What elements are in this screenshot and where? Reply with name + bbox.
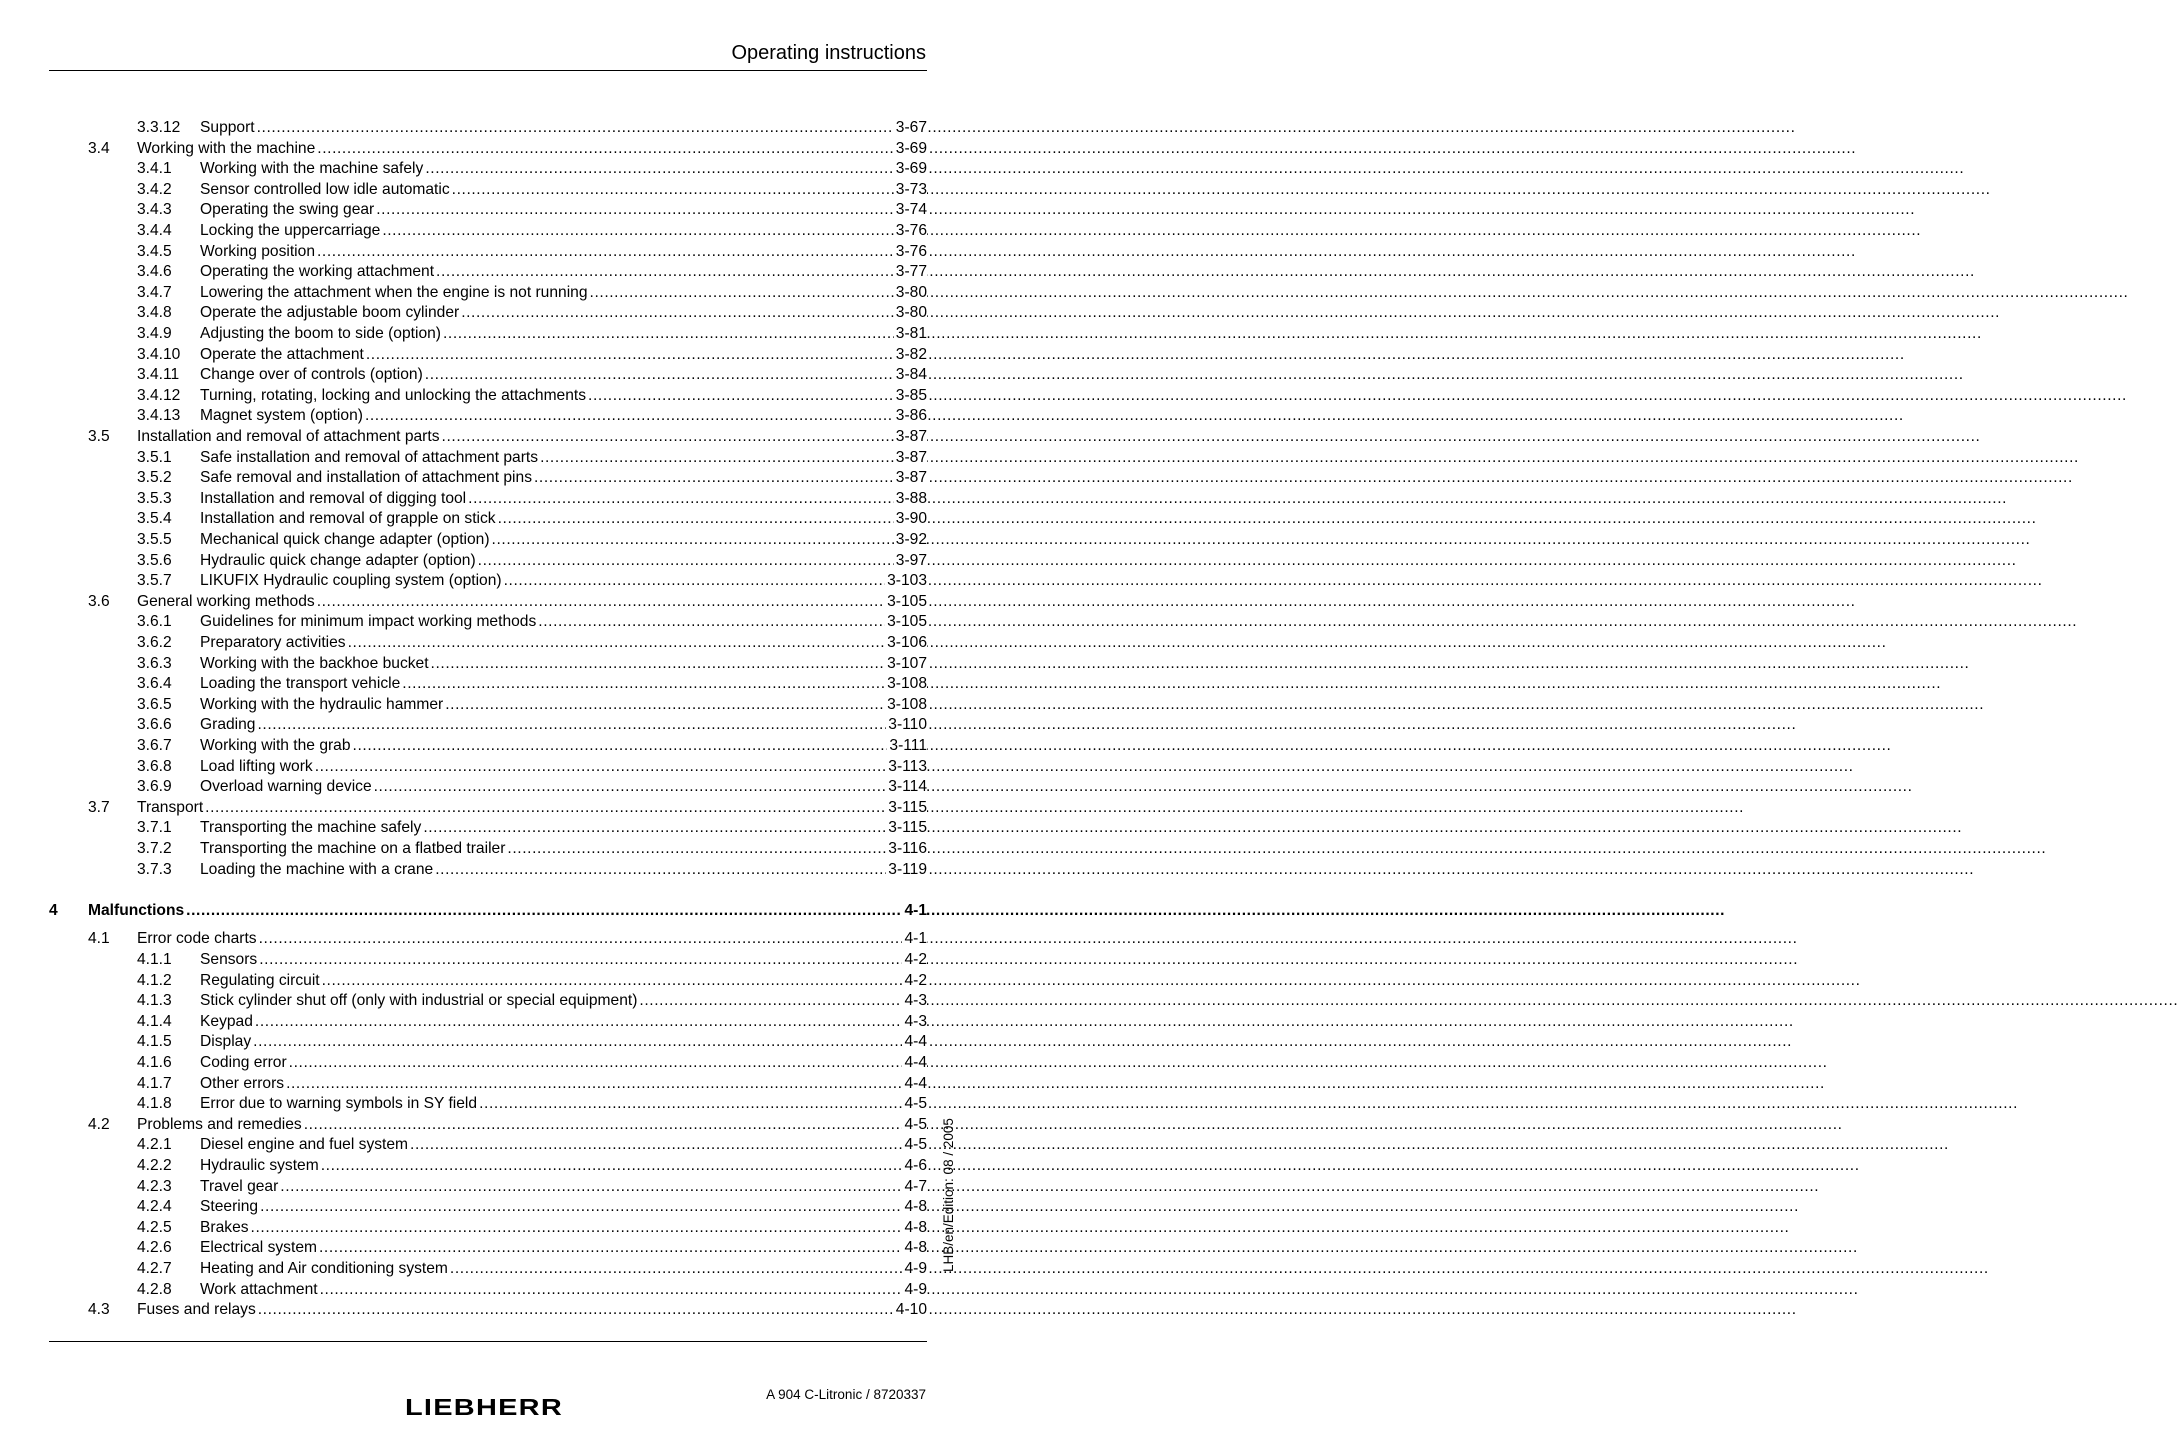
toc-row[interactable]: [137, 1177, 927, 1197]
toc-page-number: 4-9: [904, 1260, 927, 1277]
toc-title: Diesel engine and fuel system: [200, 1136, 409, 1154]
toc-number: 3.5.3: [137, 489, 172, 507]
toc-row[interactable]: [137, 365, 927, 385]
toc-row[interactable]: [137, 345, 927, 365]
toc-leader-dots: [479, 1094, 902, 1114]
toc-leader-dots: [461, 303, 894, 323]
toc-row[interactable]: [137, 180, 927, 200]
toc-leader-dots: [186, 901, 902, 921]
toc-title: Adjusting the boom to side (option): [200, 325, 441, 342]
toc-number: 3.4.13: [137, 407, 181, 425]
toc-page-number: 3-113: [888, 757, 927, 775]
toc-number: 4.2: [88, 1115, 110, 1133]
toc-page-number: 3-111: [889, 737, 927, 754]
toc-number: 4.2.7: [137, 1260, 172, 1277]
toc-leader-dots: [402, 674, 885, 694]
toc-title: Problems and remedies: [137, 1115, 302, 1133]
toc-row[interactable]: [137, 1218, 927, 1238]
toc-leader-dots: [498, 509, 894, 529]
toc-leader-dots: [366, 345, 894, 365]
toc-row[interactable]: [137, 386, 927, 406]
toc-row[interactable]: [137, 991, 927, 1011]
toc-title: General working methods: [137, 592, 315, 610]
toc-number: 3.4.11: [137, 366, 180, 384]
toc-number: 3.7.3: [137, 860, 172, 878]
toc-row[interactable]: [137, 200, 927, 220]
toc-number: 3.4.10: [137, 345, 181, 363]
toc-leader-dots: [382, 221, 893, 241]
toc-title: Preparatory activities: [200, 634, 346, 651]
toc-leader-dots: [257, 715, 886, 735]
toc-row[interactable]: [137, 950, 927, 970]
toc-title: Electrical system: [200, 1239, 317, 1257]
toc-title: Keypad: [200, 1012, 253, 1030]
toc-page-number: 4-4: [904, 1054, 927, 1071]
toc-title: Working with the grab: [200, 737, 351, 754]
toc-leader-dots: [280, 1177, 902, 1197]
toc-number: 3.4.7: [137, 283, 172, 301]
toc-number: 3.4.6: [137, 263, 172, 281]
toc-page-number: 4-1: [904, 930, 927, 948]
toc-page-number: 4-10: [895, 1301, 927, 1319]
toc-number: 3.6.9: [137, 778, 172, 796]
toc-title: Operating the working attachment: [200, 263, 435, 281]
toc-number: 4.1.5: [137, 1033, 172, 1051]
toc-number: 4.1.6: [137, 1054, 172, 1071]
toc-leader-dots: [286, 1074, 902, 1094]
toc-number: 3.7: [88, 798, 110, 816]
toc-title: Working with the machine: [137, 139, 316, 157]
toc-page-number: 3-108: [887, 695, 927, 713]
toc-number: 3.4.8: [137, 304, 172, 322]
toc-row[interactable]: [137, 633, 927, 653]
toc-page-number: 3-80: [895, 283, 927, 301]
toc-leader-dots: [425, 365, 894, 385]
toc-leader-dots: [317, 592, 885, 612]
toc-page-number: 3-80: [895, 304, 927, 322]
toc-page-number: 4-2: [904, 951, 927, 968]
toc-number: 3.3.12: [137, 119, 181, 136]
toc-leader-dots: [320, 1280, 903, 1300]
header-rule: [49, 70, 927, 71]
toc-leader-dots: [538, 612, 885, 632]
toc-title: Display: [200, 1033, 252, 1051]
toc-page-number: 4-1: [904, 901, 927, 919]
toc-page-number: 4-9: [904, 1280, 927, 1298]
toc-number: 3.6.5: [137, 695, 172, 713]
toc-page-number: 3-86: [895, 407, 927, 425]
toc-leader-dots: [374, 777, 887, 797]
toc-row[interactable]: [88, 929, 927, 949]
toc-title: Change over of controls (option): [200, 366, 423, 384]
liebherr-logo: [403, 1396, 565, 1423]
toc-row[interactable]: [88, 427, 927, 447]
toc-page-number: 3-73: [895, 180, 927, 198]
toc-title: Travel gear: [200, 1177, 279, 1195]
toc-page-number: 4-8: [904, 1218, 927, 1236]
toc-number: 3.6.1: [137, 613, 172, 631]
toc-title: Malfunctions: [88, 901, 185, 919]
toc-row[interactable]: [137, 736, 927, 756]
toc-title: Other errors: [200, 1074, 285, 1092]
toc-page-number: 3-90: [895, 510, 927, 528]
toc-leader-dots: [348, 633, 886, 653]
toc-page-number: 3-115: [888, 819, 927, 837]
toc-row[interactable]: [137, 674, 927, 694]
toc-number: 3.4.12: [137, 386, 181, 404]
toc-row[interactable]: [137, 468, 927, 488]
toc-page-number: 3-74: [895, 201, 927, 219]
toc-number: 4.1.7: [137, 1074, 172, 1092]
toc-number: 3.5.1: [137, 448, 172, 466]
toc-number: 3.5.4: [137, 510, 172, 528]
toc-leader-dots: [423, 818, 886, 838]
toc-page-number: 3-84: [895, 366, 927, 384]
toc-number: 3.7.2: [137, 840, 172, 857]
toc-row[interactable]: [137, 1156, 927, 1176]
toc-number: 4.2.4: [137, 1198, 172, 1216]
toc-row[interactable]: [137, 818, 927, 838]
toc-number: 3.6.8: [137, 757, 172, 775]
toc-title: Installation and removal of digging tool: [200, 489, 467, 507]
toc-leader-dots: [540, 448, 894, 468]
toc-title: Sensor controlled low idle automatic: [200, 180, 450, 198]
toc-number: 3.6: [88, 592, 110, 610]
toc-row[interactable]: [137, 571, 927, 591]
toc-page-number: 4-4: [904, 1033, 927, 1051]
toc-title: Stick cylinder shut off (only with industrial or special equipment): [200, 992, 638, 1010]
toc-page-number: 4-4: [904, 1074, 927, 1092]
toc-page-number: 3-85: [895, 386, 927, 404]
toc-row[interactable]: [137, 1094, 927, 1114]
toc-number: 3.6.6: [137, 716, 172, 734]
toc-row[interactable]: [137, 1197, 927, 1217]
toc-number: 4.2.1: [137, 1136, 172, 1154]
toc-leader-dots: [436, 262, 894, 282]
toc-page-number: 3-77: [895, 263, 927, 281]
toc-page-number: 4-5: [904, 1136, 927, 1154]
toc-row[interactable]: [137, 324, 927, 344]
toc-title: Lowering the attachment when the engine is not running: [200, 283, 588, 301]
toc-title: Transport: [137, 798, 204, 816]
toc-title: Safe removal and installation of attachment pins: [200, 469, 532, 487]
toc-page-number: 3-107: [887, 654, 927, 672]
toc-leader-dots: [259, 929, 903, 949]
footer-rule: [49, 1341, 927, 1342]
toc-number: 3.7.1: [137, 819, 172, 837]
toc-row[interactable]: [137, 1238, 927, 1258]
toc-title: Coding error: [200, 1054, 287, 1071]
toc-page-number: 3-76: [895, 222, 927, 239]
toc-page-number: 3-116: [888, 840, 927, 857]
toc-leader-dots: [322, 971, 903, 991]
toc-page-number: 3-97: [895, 551, 927, 569]
toc-row[interactable]: [137, 283, 927, 303]
toc-page-number: 3-82: [895, 345, 927, 363]
toc-leader-dots: [443, 324, 894, 344]
toc-page-number: 3-119: [888, 860, 927, 878]
toc-row[interactable]: [137, 654, 927, 674]
toc-row[interactable]: [137, 530, 927, 550]
toc-number: 4.1.3: [137, 992, 172, 1010]
toc-number: 4: [49, 901, 58, 919]
toc-number: 3.5.6: [137, 551, 172, 569]
toc-leader-dots: [304, 1115, 903, 1135]
toc-row[interactable]: [137, 303, 927, 323]
toc-title: Working with the hydraulic hammer: [200, 695, 444, 713]
toc-title: Safe installation and removal of attachment parts: [200, 448, 539, 466]
toc-leader-dots: [507, 839, 886, 859]
toc-row[interactable]: [137, 489, 927, 509]
toc-row[interactable]: [137, 839, 927, 859]
toc-row[interactable]: [137, 695, 927, 715]
toc-number: 3.5.5: [137, 531, 172, 548]
toc-title: Error due to warning symbols in SY field: [200, 1095, 478, 1113]
toc-page-number: 4-3: [904, 992, 927, 1010]
toc-page-number: 3-114: [888, 778, 927, 796]
toc-number: 4.2.5: [137, 1218, 172, 1236]
toc-row[interactable]: [137, 509, 927, 529]
toc-number: 4.2.3: [137, 1177, 172, 1195]
toc-leader-dots: [321, 1156, 903, 1176]
toc-leader-dots: [257, 118, 894, 138]
toc-page-number: 3-110: [888, 716, 927, 734]
toc-page-number: 3-87: [895, 448, 927, 466]
toc-row[interactable]: [137, 715, 927, 735]
toc-page-number: 3-103: [887, 572, 927, 590]
toc-row[interactable]: [137, 860, 927, 880]
toc-leader-dots: [425, 159, 893, 179]
toc-row[interactable]: [137, 221, 927, 241]
toc-row[interactable]: [88, 592, 927, 612]
toc-page-number: 3-67: [895, 119, 927, 136]
toc-page-number: 3-69: [895, 160, 927, 178]
toc-title: Operating the swing gear: [200, 201, 375, 219]
toc-page-number: 3-115: [888, 798, 927, 816]
toc-page-number: 4-8: [904, 1239, 927, 1257]
toc-title: Heating and Air conditioning system: [200, 1260, 448, 1277]
toc-leader-dots: [260, 1197, 902, 1217]
toc-title: Transporting the machine on a flatbed trailer: [200, 840, 506, 857]
toc-title: LIKUFIX Hydraulic coupling system (option): [200, 572, 502, 590]
toc-number: 4.1.4: [137, 1012, 172, 1030]
toc-row[interactable]: [137, 1135, 927, 1155]
toc-title: Operate the adjustable boom cylinder: [200, 304, 460, 322]
toc-number: 3.4.5: [137, 242, 172, 260]
toc-row[interactable]: [137, 1032, 927, 1052]
toc-page-number: 4-5: [904, 1115, 927, 1133]
toc-page-number: 4-5: [904, 1095, 927, 1113]
toc-title: Operate the attachment: [200, 345, 364, 363]
toc-page-number: 4-3: [904, 1012, 927, 1030]
toc-title: Error code charts: [137, 930, 257, 948]
toc-title: Working position: [200, 242, 315, 260]
toc-row[interactable]: [137, 551, 927, 571]
toc-leader-dots: [445, 695, 885, 715]
toc-leader-dots: [478, 551, 894, 571]
toc-leader-dots: [534, 468, 894, 488]
toc-leader-dots: [492, 530, 894, 550]
toc-number: 3.4.1: [137, 160, 172, 178]
toc-number: 3.4.2: [137, 180, 172, 198]
toc-page-number: 3-105: [887, 613, 927, 631]
toc-title: Brakes: [200, 1218, 249, 1236]
toc-leader-dots: [590, 283, 894, 303]
toc-number: 4.1.8: [137, 1095, 172, 1113]
toc-leader-dots: [376, 200, 894, 220]
toc-page-number: 3-88: [895, 489, 927, 507]
toc-leader-dots: [205, 798, 886, 818]
toc-row[interactable]: [49, 901, 927, 921]
toc-title: Transporting the machine safely: [200, 819, 422, 837]
toc-number: 3.6.2: [137, 634, 172, 651]
toc-leader-dots: [317, 139, 894, 159]
toc-page-number: 3-105: [887, 592, 927, 610]
toc-row[interactable]: [88, 798, 927, 818]
toc-row[interactable]: [137, 1053, 927, 1073]
toc-title: Installation and removal of grapple on stick: [200, 510, 496, 528]
toc-leader-dots: [259, 950, 902, 970]
toc-number: 4.3: [88, 1301, 110, 1319]
toc-leader-dots: [258, 1300, 894, 1320]
toc-leader-dots: [289, 1053, 903, 1073]
toc-number: 4.2.2: [137, 1157, 172, 1174]
toc-leader-dots: [251, 1218, 903, 1238]
toc-page-number: 4-6: [904, 1157, 927, 1174]
toc-row[interactable]: [137, 118, 927, 138]
toc-page-number: 3-69: [895, 139, 927, 157]
toc-leader-dots: [255, 1012, 903, 1032]
toc-row[interactable]: [137, 612, 927, 632]
toc-title: Sensors: [200, 951, 258, 968]
toc-page-number: 3-87: [895, 428, 927, 445]
toc-page-number: 3-106: [887, 634, 927, 651]
toc-leader-dots: [435, 860, 886, 880]
toc-page-number: 3-87: [895, 469, 927, 487]
toc-number: 4.1.1: [137, 951, 172, 968]
toc-title: Mechanical quick change adapter (option): [200, 531, 490, 548]
toc-leader-dots: [504, 571, 886, 591]
toc-number: 3.5.7: [137, 572, 172, 590]
toc-page-number: 3-92: [895, 531, 927, 548]
toc-title: Overload warning device: [200, 778, 372, 796]
toc-row[interactable]: [137, 159, 927, 179]
toc-number: 3.5: [88, 428, 110, 445]
toc-leader-dots: [353, 736, 888, 756]
toc-page-number: 4-8: [904, 1198, 927, 1216]
toc-number: 3.4: [88, 139, 110, 157]
toc-row[interactable]: [137, 777, 927, 797]
toc-row[interactable]: [137, 1074, 927, 1094]
toc-page-number: 3-81: [895, 325, 927, 342]
toc-row[interactable]: [137, 448, 927, 468]
toc-title: Locking the uppercarriage: [200, 222, 381, 239]
toc-row[interactable]: [88, 139, 927, 159]
toc-number: 3.4.4: [137, 222, 172, 239]
toc-leader-dots: [450, 1259, 903, 1279]
toc-title: Loading the transport vehicle: [200, 675, 401, 693]
toc-leader-dots: [452, 180, 894, 200]
toc-title: Steering: [200, 1198, 259, 1216]
document-id: A 904 C-Litronic / 8720337: [766, 1387, 926, 1402]
toc-row[interactable]: [137, 1280, 927, 1300]
toc-row[interactable]: [137, 971, 927, 991]
toc-number: 4.1.2: [137, 971, 172, 989]
toc-number: 4.2.6: [137, 1239, 172, 1257]
liebherr-logo-text: LIEBHERR: [405, 1394, 563, 1420]
toc-title: Regulating circuit: [200, 971, 320, 989]
toc-leader-dots: [431, 654, 886, 674]
toc-row[interactable]: [88, 1300, 927, 1320]
toc-leader-dots: [365, 406, 894, 426]
toc-row[interactable]: [137, 242, 927, 262]
toc-row[interactable]: [88, 1115, 927, 1135]
toc-number: 3.4.3: [137, 201, 172, 219]
toc-number: 4.1: [88, 930, 110, 948]
toc-title: Installation and removal of attachment parts: [137, 428, 440, 445]
toc-leader-dots: [639, 991, 902, 1011]
toc-number: 3.6.7: [137, 737, 172, 754]
toc-page-number: 4-2: [904, 971, 927, 989]
toc-title: Grading: [200, 716, 256, 734]
toc-page-number: 4-7: [904, 1177, 927, 1195]
toc-title: Support: [200, 119, 255, 136]
toc-leader-dots: [468, 489, 894, 509]
toc-title: Hydraulic quick change adapter (option): [200, 551, 476, 569]
toc-title: Guidelines for minimum impact working methods: [200, 613, 537, 631]
toc-leader-dots: [317, 242, 894, 262]
toc-row[interactable]: [137, 406, 927, 426]
toc-row[interactable]: [137, 262, 927, 282]
toc-title: Work attachment: [200, 1280, 318, 1298]
toc-title: Fuses and relays: [137, 1301, 256, 1319]
toc-row[interactable]: [137, 757, 927, 777]
toc-title: Magnet system (option): [200, 407, 363, 425]
toc-title: Turning, rotating, locking and unlocking the attachments: [200, 386, 587, 404]
toc-row[interactable]: [137, 1259, 927, 1279]
toc-number: 3.4.9: [137, 325, 172, 342]
toc-page-number: 3-76: [895, 242, 927, 260]
toc-leader-dots: [319, 1238, 902, 1258]
toc-leader-dots: [315, 757, 887, 777]
toc-title: Loading the machine with a crane: [200, 860, 434, 878]
toc-leader-dots: [588, 386, 894, 406]
toc-leader-dots: [253, 1032, 902, 1052]
toc-number: 3.6.4: [137, 675, 172, 693]
toc-title: Working with the backhoe bucket: [200, 654, 429, 672]
toc-number: 3.5.2: [137, 469, 172, 487]
toc-leader-dots: [442, 427, 894, 447]
toc-title: Hydraulic system: [200, 1157, 319, 1174]
toc-number: 3.6.3: [137, 654, 172, 672]
edition-note: LHB/en/Edition: 08 / 2005: [941, 1118, 956, 1272]
page-header-title: Operating instructions: [731, 42, 926, 64]
toc-number: 4.2.8: [137, 1280, 172, 1298]
toc-title: Working with the machine safely: [200, 160, 424, 178]
toc-leader-dots: [410, 1135, 902, 1155]
toc-row[interactable]: [137, 1012, 927, 1032]
toc-page-number: 3-108: [887, 675, 927, 693]
toc-title: Load lifting work: [200, 757, 313, 775]
